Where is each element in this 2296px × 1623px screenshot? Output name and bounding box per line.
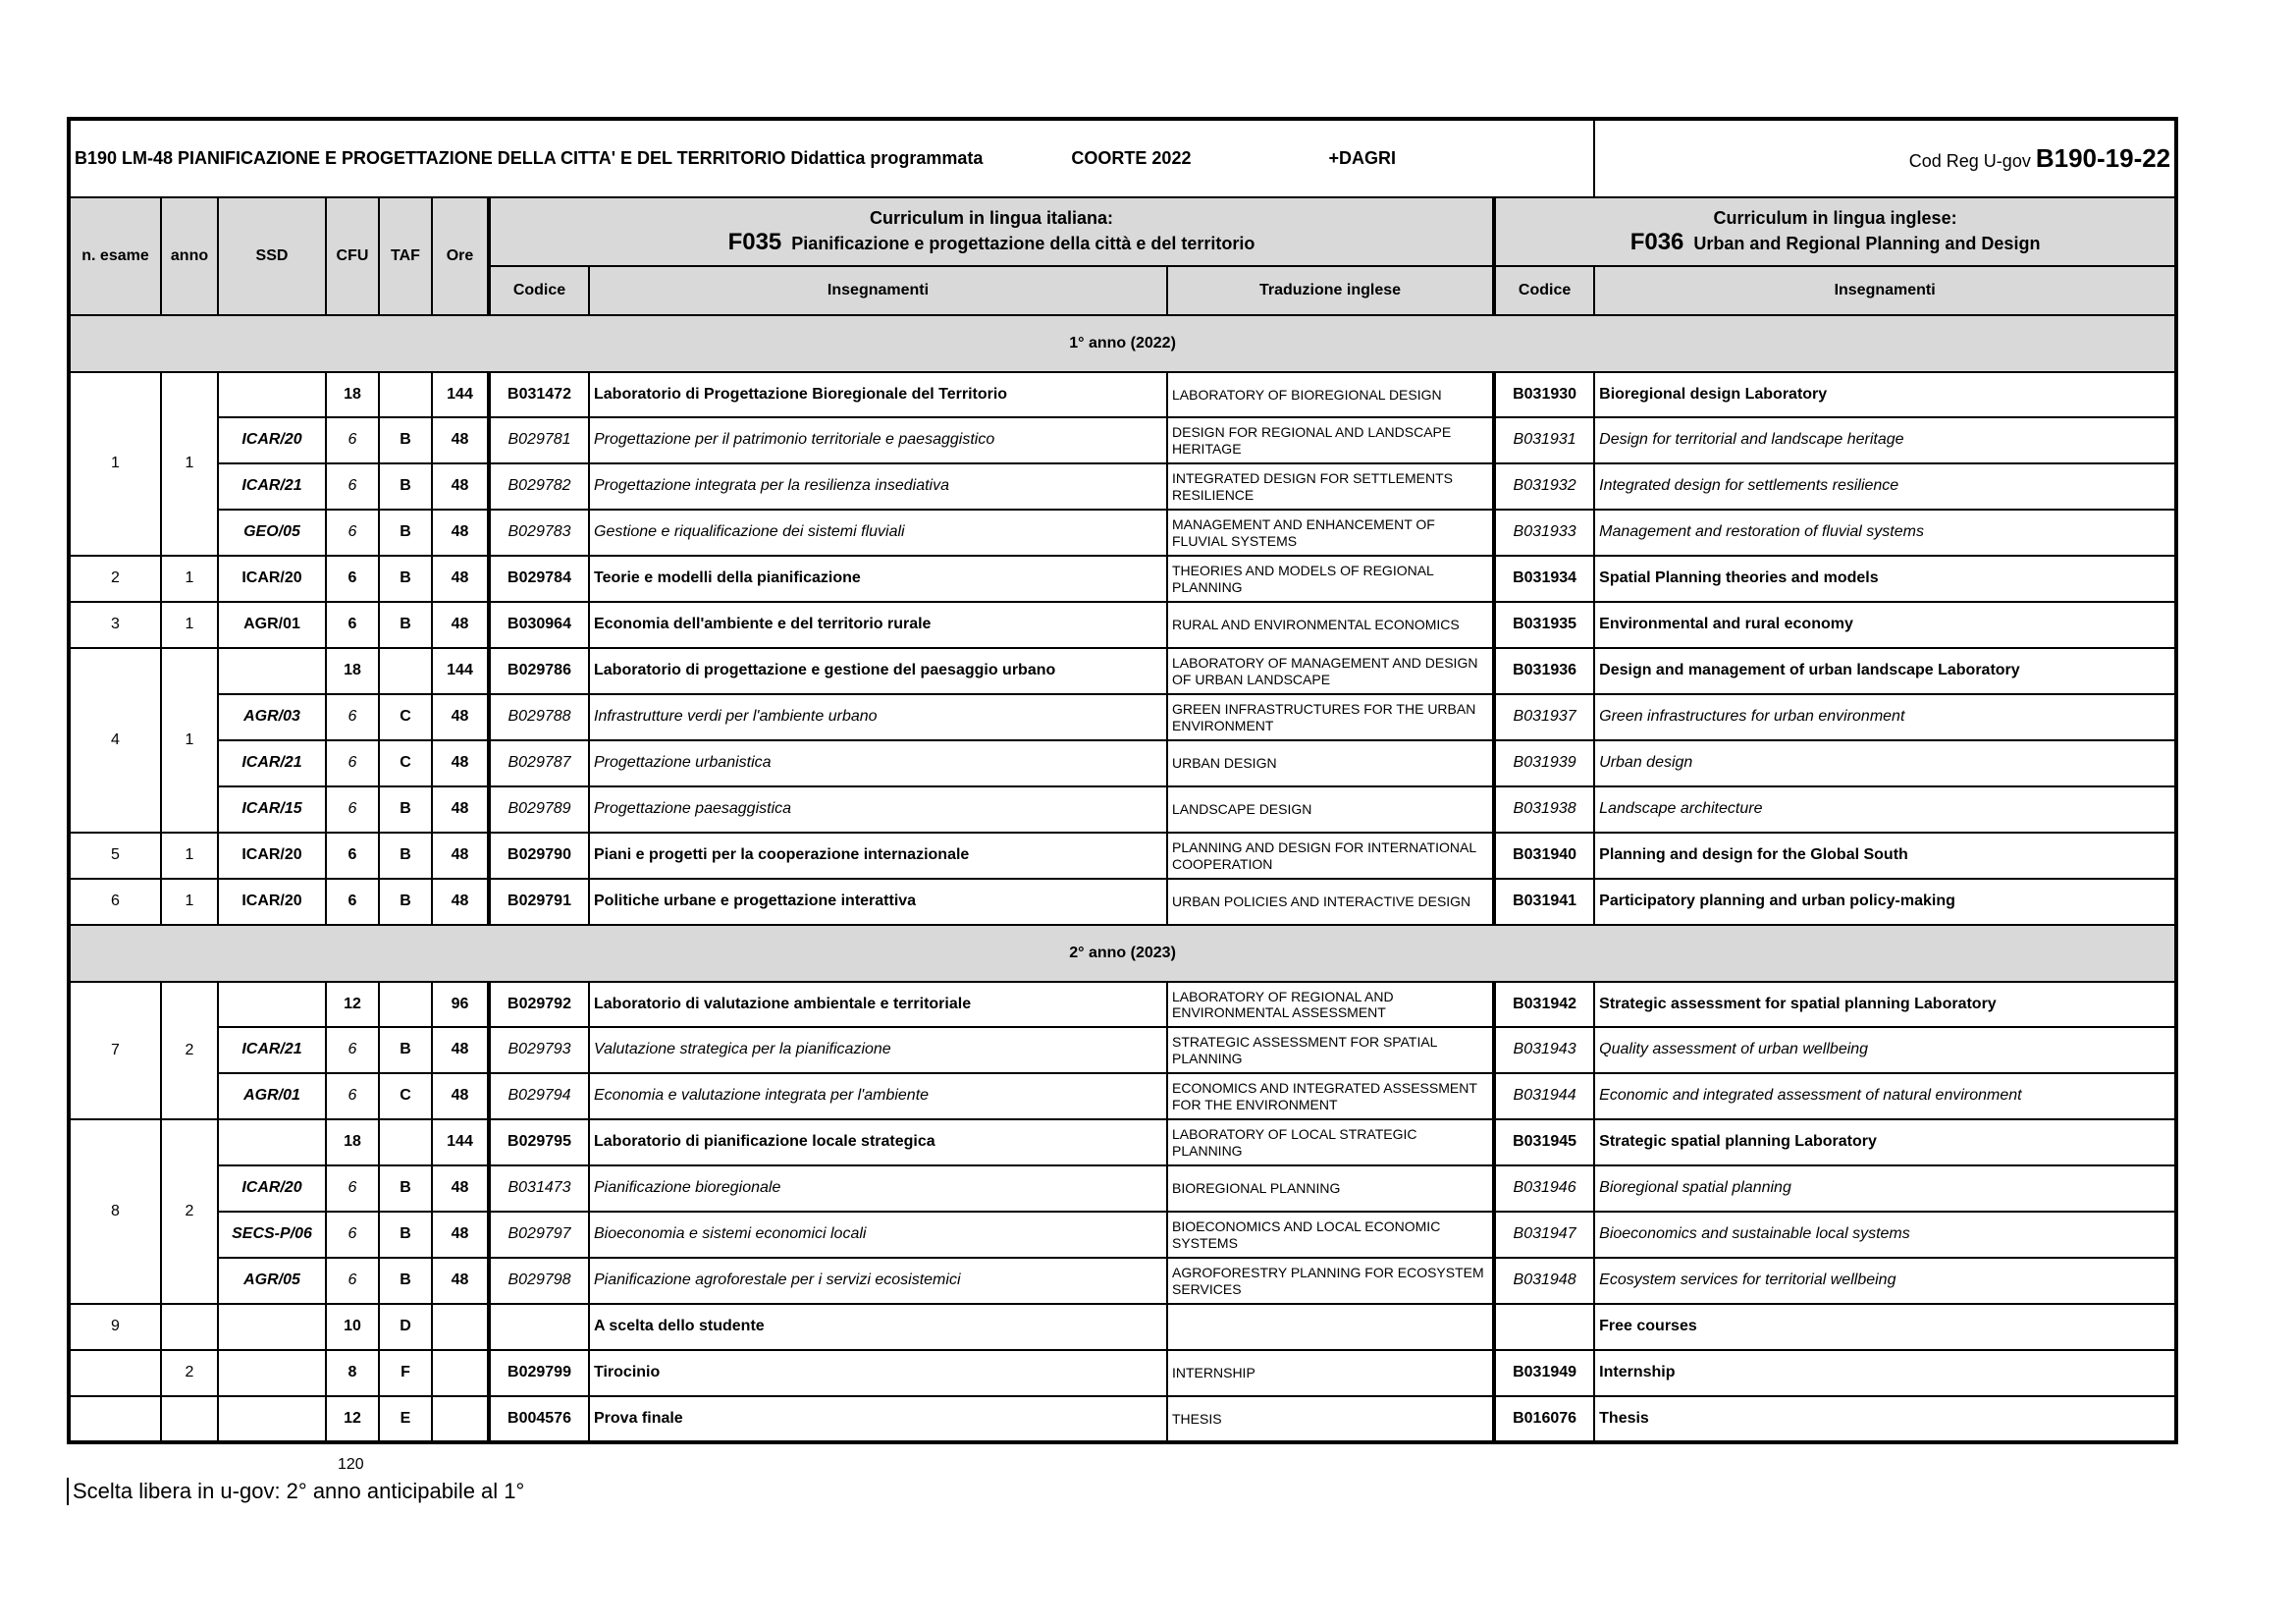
course-code-en: B031934 — [1494, 556, 1594, 602]
table-row — [69, 417, 2176, 463]
course-translation: INTERNSHIP — [1167, 1350, 1494, 1396]
course-translation: LABORATORY OF LOCAL STRATEGIC PLANNING — [1167, 1119, 1494, 1165]
table-row — [69, 602, 2176, 648]
table-row — [69, 1119, 2176, 1165]
ore-cell: 48 — [432, 602, 489, 648]
course-name-en: Management and restoration of fluvial systems — [1594, 510, 2176, 556]
cfu-cell: 10 — [326, 1304, 379, 1350]
italian-curriculum-header — [489, 197, 1494, 266]
course-name: Bioeconomia e sistemi economici locali — [589, 1212, 1167, 1258]
table-row — [69, 1165, 2176, 1212]
cfu-cell: 12 — [326, 1396, 379, 1442]
year-row — [69, 925, 2176, 982]
course-name-en: Integrated design for settlements resilience — [1594, 463, 2176, 510]
table-row — [69, 372, 2176, 417]
course-code — [489, 1304, 589, 1350]
table-row — [69, 648, 2176, 694]
exam-number — [69, 1350, 161, 1396]
ssd-cell: ICAR/21 — [218, 463, 326, 510]
col-insegnamenti: Insegnamenti — [589, 266, 1167, 315]
course-translation: LANDSCAPE DESIGN — [1167, 786, 1494, 833]
italian-curriculum-code: F035 — [727, 228, 782, 255]
course-translation: BIOECONOMICS AND LOCAL ECONOMIC SYSTEMS — [1167, 1212, 1494, 1258]
taf-cell: B — [379, 463, 432, 510]
exam-year: 1 — [161, 602, 218, 648]
ore-cell: 48 — [432, 510, 489, 556]
course-translation: INTEGRATED DESIGN FOR SETTLEMENTS RESILIENCE — [1167, 463, 1494, 510]
cfu-cell: 6 — [326, 417, 379, 463]
taf-cell: B — [379, 510, 432, 556]
course-name-en: Bioregional spatial planning — [1594, 1165, 2176, 1212]
course-code-en: B031938 — [1494, 786, 1594, 833]
course-translation: BIOREGIONAL PLANNING — [1167, 1165, 1494, 1212]
course-name: Economia dell'ambiente e del territorio rurale — [589, 602, 1167, 648]
course-name: Progettazione urbanistica — [589, 740, 1167, 786]
ore-cell — [432, 1350, 489, 1396]
course-translation: URBAN POLICIES AND INTERACTIVE DESIGN — [1167, 879, 1494, 925]
taf-cell: E — [379, 1396, 432, 1442]
registry-code — [1594, 119, 2176, 197]
exam-year: 1 — [161, 372, 218, 556]
course-name-en: Design and management of urban landscape Laboratory — [1594, 648, 2176, 694]
course-translation: THESIS — [1167, 1396, 1494, 1442]
ssd-cell: AGR/03 — [218, 694, 326, 740]
course-code: B029790 — [489, 833, 589, 879]
course-code: B030964 — [489, 602, 589, 648]
ore-cell: 48 — [432, 694, 489, 740]
cfu-cell: 6 — [326, 463, 379, 510]
ore-cell: 48 — [432, 463, 489, 510]
footer-note: Scelta libera in u-gov: 2° anno anticipabile al 1° — [67, 1478, 524, 1505]
table-row — [69, 879, 2176, 925]
exam-number: 1 — [69, 372, 161, 556]
ore-cell: 48 — [432, 879, 489, 925]
course-name-en: Thesis — [1594, 1396, 2176, 1442]
course-code: B029797 — [489, 1212, 589, 1258]
course-code: B029793 — [489, 1027, 589, 1073]
course-code-en: B031940 — [1494, 833, 1594, 879]
course-name-en: Spatial Planning theories and models — [1594, 556, 2176, 602]
cfu-cell: 6 — [326, 740, 379, 786]
taf-cell: C — [379, 694, 432, 740]
ssd-cell: SECS-P/06 — [218, 1212, 326, 1258]
col-ssd: SSD — [218, 197, 326, 315]
ore-cell: 48 — [432, 740, 489, 786]
course-code-en: B031932 — [1494, 463, 1594, 510]
table-row — [69, 1027, 2176, 1073]
course-code-en: B031945 — [1494, 1119, 1594, 1165]
course-name-en: Urban design — [1594, 740, 2176, 786]
ssd-cell — [218, 1119, 326, 1165]
table-row — [69, 556, 2176, 602]
course-name-en: Quality assessment of urban wellbeing — [1594, 1027, 2176, 1073]
ssd-cell: ICAR/20 — [218, 1165, 326, 1212]
ore-cell: 48 — [432, 1073, 489, 1119]
course-translation: LABORATORY OF REGIONAL AND ENVIRONMENTAL ASSESSMENT — [1167, 982, 1494, 1027]
ore-cell — [432, 1396, 489, 1442]
course-name: Politiche urbane e progettazione interattiva — [589, 879, 1167, 925]
course-name-en: Landscape architecture — [1594, 786, 2176, 833]
course-code: B029787 — [489, 740, 589, 786]
taf-cell: B — [379, 417, 432, 463]
ssd-cell: AGR/05 — [218, 1258, 326, 1304]
taf-cell: B — [379, 879, 432, 925]
cfu-cell: 8 — [326, 1350, 379, 1396]
course-code: B029795 — [489, 1119, 589, 1165]
course-name: A scelta dello studente — [589, 1304, 1167, 1350]
english-curriculum-header — [1494, 197, 2176, 266]
course-translation: ECONOMICS AND INTEGRATED ASSESSMENT FOR THE ENVIRONMENT — [1167, 1073, 1494, 1119]
ssd-cell: AGR/01 — [218, 602, 326, 648]
cfu-cell: 6 — [326, 1073, 379, 1119]
cfu-cell: 6 — [326, 879, 379, 925]
table-row — [69, 1304, 2176, 1350]
table-row — [69, 740, 2176, 786]
taf-cell — [379, 372, 432, 417]
col-insegnamenti-en: Insegnamenti — [1594, 266, 2176, 315]
course-code: B029781 — [489, 417, 589, 463]
course-code: B029794 — [489, 1073, 589, 1119]
course-name-en: Bioregional design Laboratory — [1594, 372, 2176, 417]
course-name-en: Strategic assessment for spatial planning Laboratory — [1594, 982, 2176, 1027]
course-translation: LABORATORY OF BIOREGIONAL DESIGN — [1167, 372, 1494, 417]
english-curriculum-title: Curriculum in lingua inglese: — [1713, 207, 1957, 228]
taf-cell: C — [379, 1073, 432, 1119]
exam-year: 1 — [161, 833, 218, 879]
table-row — [69, 510, 2176, 556]
course-code: B029784 — [489, 556, 589, 602]
italian-curriculum-title: Curriculum in lingua italiana: — [869, 207, 1114, 228]
exam-year: 2 — [161, 982, 218, 1119]
course-translation: RURAL AND ENVIRONMENTAL ECONOMICS — [1167, 602, 1494, 648]
table-row — [69, 1212, 2176, 1258]
year-label: 2° anno (2023) — [69, 925, 2176, 982]
taf-cell: B — [379, 1212, 432, 1258]
table-row — [69, 1396, 2176, 1442]
course-name-en: Green infrastructures for urban environment — [1594, 694, 2176, 740]
col-cfu: CFU — [326, 197, 379, 315]
course-code-en: B031947 — [1494, 1212, 1594, 1258]
ssd-cell: ICAR/21 — [218, 740, 326, 786]
cfu-cell: 6 — [326, 786, 379, 833]
table-row — [69, 982, 2176, 1027]
exam-number: 6 — [69, 879, 161, 925]
course-name-en: Strategic spatial planning Laboratory — [1594, 1119, 2176, 1165]
course-code-en: B031936 — [1494, 648, 1594, 694]
cfu-cell: 18 — [326, 372, 379, 417]
table-row — [69, 1350, 2176, 1396]
course-code-en: B031948 — [1494, 1258, 1594, 1304]
course-code-en: B031935 — [1494, 602, 1594, 648]
course-name-en: Planning and design for the Global South — [1594, 833, 2176, 879]
ssd-cell: ICAR/21 — [218, 1027, 326, 1073]
table-row — [69, 1258, 2176, 1304]
table-row — [69, 463, 2176, 510]
exam-year: 1 — [161, 556, 218, 602]
cfu-cell: 6 — [326, 833, 379, 879]
course-name: Laboratorio di progettazione e gestione del paesaggio urbano — [589, 648, 1167, 694]
course-name: Laboratorio di Progettazione Bioregionale del Territorio — [589, 372, 1167, 417]
ssd-cell: ICAR/20 — [218, 833, 326, 879]
cfu-cell: 6 — [326, 1165, 379, 1212]
exam-number: 9 — [69, 1304, 161, 1350]
col-anno: anno — [161, 197, 218, 315]
exam-year — [161, 1396, 218, 1442]
taf-cell: C — [379, 740, 432, 786]
ssd-cell: AGR/01 — [218, 1073, 326, 1119]
ssd-cell: GEO/05 — [218, 510, 326, 556]
year-row — [69, 315, 2176, 372]
exam-number — [69, 1396, 161, 1442]
col-codice: Codice — [489, 266, 589, 315]
title-row — [69, 119, 2176, 197]
col-traduzione: Traduzione inglese — [1167, 266, 1494, 315]
taf-cell: B — [379, 1258, 432, 1304]
exam-year: 1 — [161, 648, 218, 833]
course-name: Infrastrutture verdi per l'ambiente urbano — [589, 694, 1167, 740]
course-name: Progettazione paesaggistica — [589, 786, 1167, 833]
cfu-cell: 6 — [326, 556, 379, 602]
course-name: Tirocinio — [589, 1350, 1167, 1396]
course-name: Pianificazione bioregionale — [589, 1165, 1167, 1212]
ssd-cell — [218, 1396, 326, 1442]
ore-cell: 48 — [432, 1258, 489, 1304]
ore-cell: 48 — [432, 1212, 489, 1258]
course-code-en: B031943 — [1494, 1027, 1594, 1073]
course-code: B029789 — [489, 786, 589, 833]
course-code: B029799 — [489, 1350, 589, 1396]
taf-cell — [379, 648, 432, 694]
ore-cell: 48 — [432, 1027, 489, 1073]
course-name: Prova finale — [589, 1396, 1167, 1442]
exam-year: 2 — [161, 1350, 218, 1396]
course-code-en: B031941 — [1494, 879, 1594, 925]
course-code-en: B031930 — [1494, 372, 1594, 417]
taf-cell — [379, 982, 432, 1027]
taf-cell: B — [379, 1165, 432, 1212]
curriculum-header-row — [69, 197, 2176, 266]
course-code: B029783 — [489, 510, 589, 556]
course-translation: LABORATORY OF MANAGEMENT AND DESIGN OF URBAN LANDSCAPE — [1167, 648, 1494, 694]
year-label: 1° anno (2022) — [69, 315, 2176, 372]
english-curriculum-name: Urban and Regional Planning and Design — [1693, 233, 2041, 253]
taf-cell: B — [379, 556, 432, 602]
exam-number: 2 — [69, 556, 161, 602]
cfu-cell: 6 — [326, 1258, 379, 1304]
course-code-en — [1494, 1304, 1594, 1350]
course-name: Gestione e riqualificazione dei sistemi fluviali — [589, 510, 1167, 556]
taf-cell: B — [379, 786, 432, 833]
col-n-esame: n. esame — [69, 197, 161, 315]
course-name-en: Environmental and rural economy — [1594, 602, 2176, 648]
course-name: Laboratorio di pianificazione locale strategica — [589, 1119, 1167, 1165]
course-code-en: B031949 — [1494, 1350, 1594, 1396]
exam-number: 3 — [69, 602, 161, 648]
course-name: Economia e valutazione integrata per l'ambiente — [589, 1073, 1167, 1119]
ore-cell: 144 — [432, 1119, 489, 1165]
cfu-cell: 18 — [326, 648, 379, 694]
course-code-en: B031944 — [1494, 1073, 1594, 1119]
exam-year — [161, 1304, 218, 1350]
course-translation: URBAN DESIGN — [1167, 740, 1494, 786]
course-name-en: Ecosystem services for territorial wellbeing — [1594, 1258, 2176, 1304]
course-code-en: B031933 — [1494, 510, 1594, 556]
cfu-cell: 6 — [326, 1027, 379, 1073]
english-curriculum-code: F036 — [1629, 228, 1684, 255]
course-translation: DESIGN FOR REGIONAL AND LANDSCAPE HERITAGE — [1167, 417, 1494, 463]
course-name-en: Economic and integrated assessment of natural environment — [1594, 1073, 2176, 1119]
ore-cell: 96 — [432, 982, 489, 1027]
ore-cell: 144 — [432, 372, 489, 417]
total-cfu: 120 — [338, 1456, 364, 1473]
course-translation: THEORIES AND MODELS OF REGIONAL PLANNING — [1167, 556, 1494, 602]
course-name-en: Design for territorial and landscape heritage — [1594, 417, 2176, 463]
course-name: Piani e progetti per la cooperazione internazionale — [589, 833, 1167, 879]
course-name-en: Participatory planning and urban policy-making — [1594, 879, 2176, 925]
col-codice-en: Codice — [1494, 266, 1594, 315]
course-name: Progettazione per il patrimonio territoriale e paesaggistico — [589, 417, 1167, 463]
ore-cell: 48 — [432, 833, 489, 879]
table-row — [69, 694, 2176, 740]
course-code: B029792 — [489, 982, 589, 1027]
exam-year: 1 — [161, 879, 218, 925]
course-name: Laboratorio di valutazione ambientale e territoriale — [589, 982, 1167, 1027]
course-code-en: B031931 — [1494, 417, 1594, 463]
taf-cell: B — [379, 1027, 432, 1073]
course-code: B029791 — [489, 879, 589, 925]
course-title: B190 LM-48 PIANIFICAZIONE E PROGETTAZIONE DELLA CITTA' E DEL TERRITORIO Didattica programmata — [75, 148, 984, 169]
course-translation — [1167, 1304, 1494, 1350]
ssd-cell — [218, 982, 326, 1027]
course-translation: MANAGEMENT AND ENHANCEMENT OF FLUVIAL SYSTEMS — [1167, 510, 1494, 556]
course-name-en: Bioeconomics and sustainable local systems — [1594, 1212, 2176, 1258]
ore-cell: 48 — [432, 417, 489, 463]
taf-cell: B — [379, 833, 432, 879]
course-name: Progettazione integrata per la resilienza insediativa — [589, 463, 1167, 510]
cfu-cell: 6 — [326, 510, 379, 556]
course-code-en: B031942 — [1494, 982, 1594, 1027]
col-ore: Ore — [432, 197, 489, 315]
cfu-cell: 18 — [326, 1119, 379, 1165]
taf-cell: D — [379, 1304, 432, 1350]
ssd-cell: ICAR/20 — [218, 556, 326, 602]
ore-cell — [432, 1304, 489, 1350]
ore-cell: 48 — [432, 556, 489, 602]
ssd-cell — [218, 1304, 326, 1350]
italian-curriculum-name: Pianificazione e progettazione della città e del territorio — [791, 233, 1255, 253]
cfu-cell: 6 — [326, 1212, 379, 1258]
course-code-en: B031946 — [1494, 1165, 1594, 1212]
ssd-cell: ICAR/15 — [218, 786, 326, 833]
col-taf: TAF — [379, 197, 432, 315]
exam-year: 2 — [161, 1119, 218, 1304]
course-translation: PLANNING AND DESIGN FOR INTERNATIONAL COOPERATION — [1167, 833, 1494, 879]
course-code: B029798 — [489, 1258, 589, 1304]
ssd-cell: ICAR/20 — [218, 417, 326, 463]
course-code: B004576 — [489, 1396, 589, 1442]
course-translation: AGROFORESTRY PLANNING FOR ECOSYSTEM SERVICES — [1167, 1258, 1494, 1304]
registry-code-label: Cod Reg U-gov — [1908, 150, 2036, 171]
document-title — [69, 119, 1594, 197]
table-row — [69, 833, 2176, 879]
course-code: B029782 — [489, 463, 589, 510]
course-translation: GREEN INFRASTRUCTURES FOR THE URBAN ENVIRONMENT — [1167, 694, 1494, 740]
course-translation: STRATEGIC ASSESSMENT FOR SPATIAL PLANNING — [1167, 1027, 1494, 1073]
course-code-en: B031937 — [1494, 694, 1594, 740]
cfu-cell: 6 — [326, 602, 379, 648]
exam-number: 4 — [69, 648, 161, 833]
course-name-en: Free courses — [1594, 1304, 2176, 1350]
taf-cell: F — [379, 1350, 432, 1396]
course-name: Pianificazione agroforestale per i servizi ecosistemici — [589, 1258, 1167, 1304]
course-code-en: B016076 — [1494, 1396, 1594, 1442]
ssd-cell — [218, 372, 326, 417]
cfu-cell: 12 — [326, 982, 379, 1027]
ssd-cell — [218, 648, 326, 694]
course-code: B031472 — [489, 372, 589, 417]
registry-code-value: B190-19-22 — [2035, 142, 2171, 173]
course-name: Valutazione strategica per la pianificazione — [589, 1027, 1167, 1073]
cfu-cell: 6 — [326, 694, 379, 740]
ore-cell: 48 — [432, 786, 489, 833]
course-name-en: Internship — [1594, 1350, 2176, 1396]
department-label: +DAGRI — [1328, 148, 1397, 169]
exam-number: 8 — [69, 1119, 161, 1304]
taf-cell: B — [379, 602, 432, 648]
cohort-label: COORTE 2022 — [1071, 148, 1192, 169]
course-code: B029788 — [489, 694, 589, 740]
taf-cell — [379, 1119, 432, 1165]
ore-cell: 144 — [432, 648, 489, 694]
course-name: Teorie e modelli della pianificazione — [589, 556, 1167, 602]
exam-number: 5 — [69, 833, 161, 879]
course-code: B029786 — [489, 648, 589, 694]
course-code: B031473 — [489, 1165, 589, 1212]
course-code-en: B031939 — [1494, 740, 1594, 786]
table-row — [69, 1073, 2176, 1119]
ssd-cell: ICAR/20 — [218, 879, 326, 925]
ore-cell: 48 — [432, 1165, 489, 1212]
exam-number: 7 — [69, 982, 161, 1119]
table-row — [69, 786, 2176, 833]
curriculum-table — [67, 117, 2178, 1444]
ssd-cell — [218, 1350, 326, 1396]
